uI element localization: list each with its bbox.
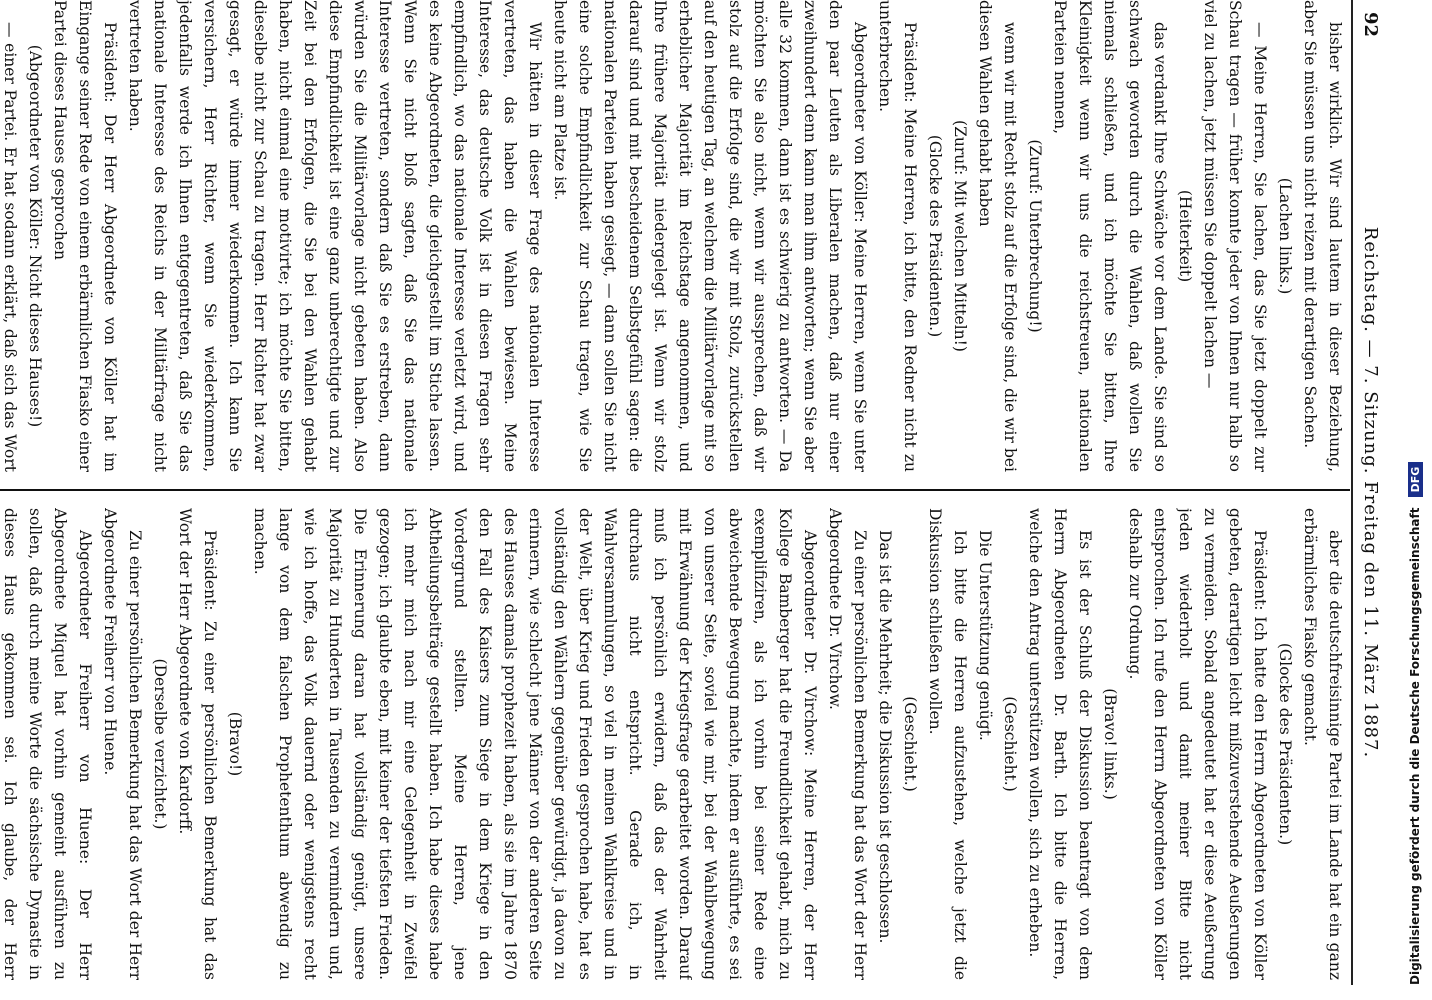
paragraph: Ich bitte die Herren aufzustehen, welche jetzt die Diskussion schließen wollen. — [926, 508, 969, 980]
paragraph: Die Unterstützung genügt. — [976, 530, 994, 741]
interjection: (Bravo! links.) — [1101, 688, 1119, 800]
speaker-paragraph: Abgeordneter Freiherr von Huene: Der Herr Abgeordnete Miquel hat vorhin gemeint ausführen zu sollen, daß durch meine Worte die sächsische Dynastie in dieses Haus gekommen sei. Ich glaube, der Herr — [1, 508, 94, 980]
right-column — [0, 508, 1347, 980]
column-divider — [0, 489, 1350, 491]
paragraph: das verdankt Ihre Schwäche vor dem Lande. Sie sind so schwach geworden durch die Wahlen, daß wollen Sie niemals schließen, und ich möchte Sie bitten, Ihre Kleinigkeit wenn wir uns die reichstreuen, nationalen Parteien nennen, — [1051, 0, 1169, 472]
left-column — [0, 0, 1347, 472]
paragraph: Wir hätten in dieser Frage des nationalen Interesse vertreten, das haben die Wahlen bewiesen. Meine Interesse, das deutsche Volk ist in diesen Fragen sehr empfindlich, wo das nationale Interesse verletzt wird, und es keine Abgeordneten, die gleichgestellt im Stiche lassen. Wenn Sie nicht bloß sagten, daß Sie das nationale Interesse vertreten, sondern daß Sie es erstreben, dann würden Sie die Militärvorlage nicht gebeten haben. Also diese Empfindlichkeit ist eine ganz unberechtigte und zur Zeit bei den Erfolgen, die Sie bei den Wahlen gehabt haben, nicht einmal eine motivirte; ich möchte Sie bitten, dieselbe nicht zur Schau zu tragen. Herr Richter hat zwar gesagt, er würde immer wiederkommen. Ich kann Sie versichern, Herr Richter, wenn Sie wiederkommen, jedenfalls werde ich Ihnen entgegentreten, daß Sie das nationale Interesse des Reichs in der Militärfrage nicht vertreten haben. — [126, 0, 544, 472]
interjection: (Zuruf: Unterbrechung!) — [1026, 139, 1044, 333]
credit-text: Digitalisierung gefördert durch die Deutsche Forschungsgemeinschaft — [1408, 507, 1422, 985]
paragraph: Zu einer persönlichen Bemerkung hat das Wort der Herr Abgeordnete Freiherr von Huene. — [101, 508, 144, 980]
header-rule — [1351, 0, 1353, 985]
interjection: (Derselbe verzichtet.) — [151, 658, 169, 830]
interjection: (Lachen links.) — [1276, 177, 1294, 295]
paragraph: — einer Partei. Er hat sodann erklärt, daß sich das Wort — [1, 22, 19, 472]
paragraph: bisher wirklich. Wir sind lautem in dieser Beziehung, aber Sie müssen uns nicht reizen mit derartigen Sachen. — [1301, 0, 1344, 472]
running-head: Reichstag. — 7. Sitzung. Freitag den 11. März 1887. — [1360, 226, 1381, 759]
interjection: (Glocke des Präsidenten.) — [926, 134, 944, 338]
digitization-credit — [1408, 0, 1423, 985]
interjection: (Heiterkeit) — [1176, 189, 1194, 283]
speaker-paragraph: Präsident: Zu einer persönlichen Bemerkung hat das Wort der Herr Abgeordnete von Kardorff. — [176, 508, 219, 980]
dfg-logo: DFG — [1408, 462, 1423, 498]
paragraph: — Meine Herren, Sie lachen, das Sie jetzt doppelt zur Schau tragen — früher konnte jeder von Ihnen nur halb so viel zu lachen, jetzt müssen Sie doppelt lachen — — [1201, 0, 1269, 472]
interjection: (Geschieht.) — [1001, 696, 1019, 792]
interjection: (Abgeordneter von Köller: Nicht dieses Hauses!) — [26, 44, 44, 428]
paragraph: wenn wir mit Recht stolz auf die Erfolge sind, die wir bei diesen Wahlen gehabt haben — [976, 0, 1019, 472]
interjection: (Bravo!) — [226, 711, 244, 777]
paragraph: aber die deutschfreisinnige Partei im Lande hat ein ganz erbärmliches Fiasko gemacht. — [1301, 508, 1344, 980]
interjection: (Zuruf: Mit welchen Mitteln!) — [951, 120, 969, 352]
digitization-credit-sidebar — [1404, 0, 1432, 1000]
interjection: (Glocke des Präsidenten.) — [1276, 642, 1294, 846]
interjection: (Geschieht.) — [901, 696, 919, 792]
speaker-paragraph: Präsident: Meine Herren, ich bitte, den Redner nicht zu unterbrechen. — [876, 0, 919, 472]
paragraph: Das ist die Mehrheit; die Diskussion ist geschlossen. — [876, 530, 894, 944]
paragraph: Es ist der Schluß der Diskussion beantragt von dem Herrn Abgeordneten Dr. Barth. Ich bitte die Herren, welche den Antrag unterstützen wollen, sich zu erheben. — [1026, 508, 1094, 980]
speaker-paragraph: Präsident: Ich hatte den Herrn Abgeordneten von Köller gebeten, derartigen leicht mißzuverstehende Aeußerungen zu vermeiden. Sobald angedeutet hat er diese Aeußerung jeden wiederholt und damit meiner Bitte nicht entsprochen. Ich rufe den Herrn Abgeordneten von Köller deshalb zur Ordnung. — [1126, 508, 1269, 980]
speaker-paragraph: Präsident: Der Herr Abgeordnete von Köller hat im Eingange seiner Rede von einem erbärmlichen Fiasko einer Partei dieses Hauses gesprochen — [51, 0, 119, 472]
page-number: 92 — [1360, 12, 1381, 38]
paragraph: Zu einer persönlichen Bemerkung hat das Wort der Herr Abgeordnete Dr. Virchow. — [826, 508, 869, 980]
speaker-paragraph: Abgeordneter Dr. Virchow: Meine Herren, der Herr Kollege Bamberger hat die Freundlichkeit gehabt, mich zu exemplifiziren, als ich vorhin bei seiner Rede eine abweichende Bewegung machte, indem er ausführte, es sei von unserer Seite, soviel wie mir, bei der Wahlbewegung mit Erwähnung der Kriegsfrage gearbeitet worden. Darauf muß ich persönlich erwidern, daß das der Wahrheit durchaus nicht entspricht. Gerade ich, in Wahlversammlungen, so viel in meinen Wahlkreise und in der Welt, über Krieg und Frieden gesprochen habe, hat es vollständig den Wählern gegenüber gewürdigt, ja davon zu erinnern, wie schlecht jene Männer von der anderen Seite des Hauses damals prophezeit haben, als sie im Jahre 1870 den Fall des Kaisers zum Siege in dem Kriege in den Vordergrund stellten. Meine Herren, jene Abtheilungsbeiträge gestellt haben. Ich habe dieses habe ich mehr mich nach mir eine Gelegenheit in Zweifel gezogen; ich glaubte eben, mit keiner der tiefsten Frieden. Die Erinnerung daran hat vollständig genügt, unsere Majorität zu Hunderten in Tausenden zu vermindern und, wie ich hoffe, das Volk dauernd oder wenigstens recht lange von dem falschen Prophetenthum abwendig zu machen. — [251, 508, 819, 980]
speaker-paragraph: Abgeordneter von Köller: Meine Herren, wenn Sie unter den paar Leuten als Liberalen machen, daß nur einer zweihundert denn kann man ihm antworten; wenn Sie aber alle 32 kommen, dann ist es schwierig zu antworten. — Da möchten Sie also nicht, wenn wir aussprechen, daß wir stolz auf die Erfolge sind, die wir mit Stolz, zurückstellen auf den heutigen Tag, an welchem die Militärvorlage mit so erheblicher Majorität im Reichstage angenommen, und Ihre frühere Majorität niedergelegt ist. Wenn wir stolz darauf sind und mit bescheidenem Selbstgefühl sagen: die nationalen Parteien haben gesiegt, — dann sollen Sie nicht eine solche Empfindlichkeit zur Schau tragen, wie Sie heute nicht am Platze ist. — [551, 0, 869, 472]
page-header — [1345, 0, 1395, 985]
